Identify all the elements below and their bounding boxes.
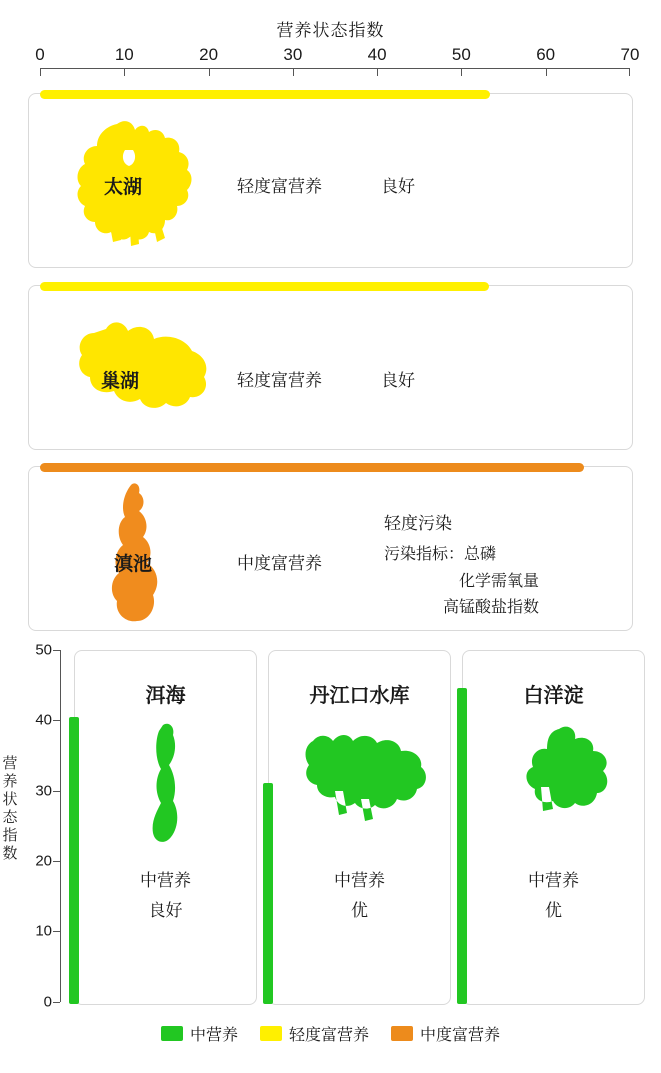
lake-status-erhai: 中营养 [140,871,191,890]
top-axis-line [40,68,630,69]
lake-status-taihu: 轻度富营养 [237,177,322,196]
legend-swatch-icon-light-eutrophic [260,1026,282,1041]
y-tick-40 [53,720,60,721]
lake-bar-chaohu [40,282,489,291]
top-tick-mark-60 [546,68,547,76]
legend-swatch-icon-moderate-eutrophic [391,1026,413,1041]
lake-bar-dianchi [40,463,584,472]
top-tick-label-50: 50 [451,45,471,64]
bottom-axis-title: 营养状态指数 [2,755,18,862]
lake-info-erhai [75,866,256,926]
lake-shape-erhai [133,719,203,849]
bottom-axis [14,641,74,1011]
lake-info-baiyangdian [463,866,644,926]
top-tick-label-70: 70 [620,45,640,64]
lake-status-dianchi: 中度富营养 [237,554,322,573]
y-tick-20 [53,861,60,862]
top-tick-label-40: 40 [367,45,387,64]
top-tick-label-20: 20 [199,45,219,64]
legend-item-moderate-eutrophic[interactable] [391,1022,500,1045]
lake-name-erhai: 洱海 [145,685,186,707]
legend-label-mesotrophic: 中营养 [189,1027,238,1044]
lake-name-chaohu: 巢湖 [101,371,140,392]
y-label-30: 30 [35,782,52,800]
lake-panel-baiyangdian[interactable] [462,650,645,1005]
lake-shape-baiyangdian [511,721,621,831]
lake-name-taihu: 太湖 [104,177,143,198]
lake-panel-erhai[interactable] [74,650,257,1005]
legend [0,1022,661,1045]
lake-shape-danjiangkou [295,719,435,829]
top-axis [35,45,640,75]
lake-name-dianchi: 滇池 [114,554,153,575]
lake-quality-chaohu: 良好 [381,371,415,390]
lake-panel-chaohu[interactable] [28,285,633,450]
legend-label-moderate-eutrophic: 中度富营养 [420,1027,501,1044]
lake-name-baiyangdian: 白洋淀 [523,685,584,707]
lake-quality-taihu: 良好 [381,177,415,196]
lake-panel-danjiangkou[interactable] [268,650,451,1005]
lake-info-danjiangkou [269,866,450,926]
top-tick-mark-0 [40,68,41,76]
lake-bar-baiyangdian [457,688,467,1004]
legend-item-mesotrophic[interactable] [161,1022,238,1045]
top-tick-mark-40 [377,68,378,76]
lake-panel-dianchi[interactable] [28,466,633,631]
legend-label-light-eutrophic: 轻度富营养 [288,1027,369,1044]
top-tick-mark-30 [293,68,294,76]
lake-extra-dianchi-1: 化学需氧量 [459,573,540,590]
y-tick-0 [53,1002,60,1003]
y-label-10: 10 [35,922,52,940]
chart-title: 营养状态指数 [276,21,385,40]
lake-quality-dianchi: 轻度污染 [384,514,452,533]
top-tick-mark-50 [461,68,462,76]
lake-extra-dianchi-2: 高锰酸盐指数 [443,599,540,616]
top-tick-mark-20 [209,68,210,76]
y-label-20: 20 [35,852,52,870]
lake-status-chaohu: 轻度富营养 [237,371,322,390]
lake-status-danjiangkou: 中营养 [334,871,385,890]
lake-bar-taihu [40,90,490,99]
top-tick-label-10: 10 [114,45,134,64]
lake-quality-danjiangkou: 优 [351,901,368,920]
y-tick-10 [53,931,60,932]
lake-quality-baiyangdian: 优 [545,901,562,920]
legend-swatch-icon-mesotrophic [161,1026,183,1041]
bottom-axis-line [60,650,61,1002]
lake-shape-chaohu [64,311,224,421]
y-label-40: 40 [35,711,52,729]
y-label-0: 0 [43,993,52,1011]
lake-name-danjiangkou: 丹江口水库 [309,685,410,707]
lake-bar-erhai [69,717,79,1004]
y-tick-50 [53,650,60,651]
lake-panel-taihu[interactable] [28,93,633,268]
top-tick-label-60: 60 [536,45,556,64]
lake-extra-dianchi-0: 污染指标：总磷 [384,546,497,563]
top-tick-label-30: 30 [283,45,303,64]
top-tick-label-0: 0 [35,45,45,64]
legend-item-light-eutrophic[interactable] [260,1022,369,1045]
y-tick-30 [53,791,60,792]
lake-quality-erhai: 良好 [148,901,183,920]
y-label-50: 50 [35,641,52,659]
top-tick-mark-10 [124,68,125,76]
top-tick-mark-70 [629,68,630,76]
lake-status-baiyangdian: 中营养 [528,871,579,890]
